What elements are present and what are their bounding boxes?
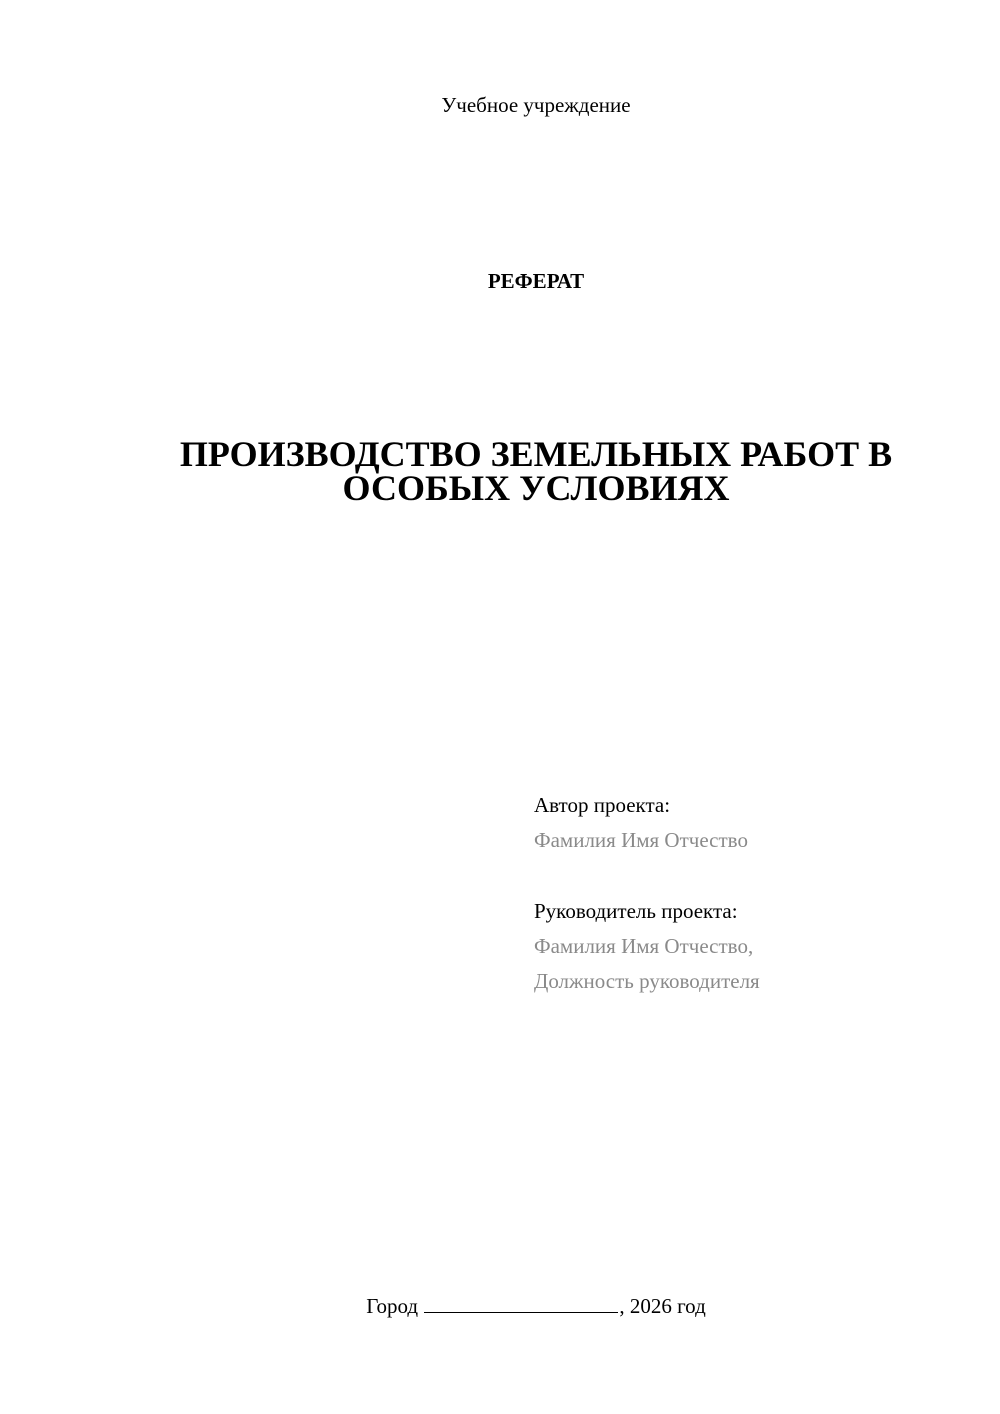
credits-block xyxy=(534,788,974,999)
author-name: Фамилия Имя Отчество xyxy=(534,828,748,852)
document-title-line: ПРОИЗВОДСТВО ЗЕМЕЛЬНЫХ РАБОТ В xyxy=(179,434,893,474)
institution-name: Учебное учреждение xyxy=(441,93,631,117)
author-label: Автор проекта: xyxy=(534,793,671,817)
document-title-line: ОСОБЫХ УСЛОВИЯХ xyxy=(342,468,730,508)
document-title xyxy=(120,434,952,508)
supervisor-name: Фамилия Имя Отчество, xyxy=(534,934,754,958)
footer-city-year xyxy=(0,1290,1000,1320)
year-text: , 2026 год xyxy=(619,1294,706,1318)
supervisor-position: Должность руководителя xyxy=(534,969,760,993)
credits-spacer xyxy=(534,858,974,894)
document-type: РЕФЕРАТ xyxy=(487,269,585,293)
city-label: Город xyxy=(366,1294,419,1318)
supervisor-label: Руководитель проекта: xyxy=(534,899,738,923)
city-blank-line xyxy=(424,1290,618,1313)
